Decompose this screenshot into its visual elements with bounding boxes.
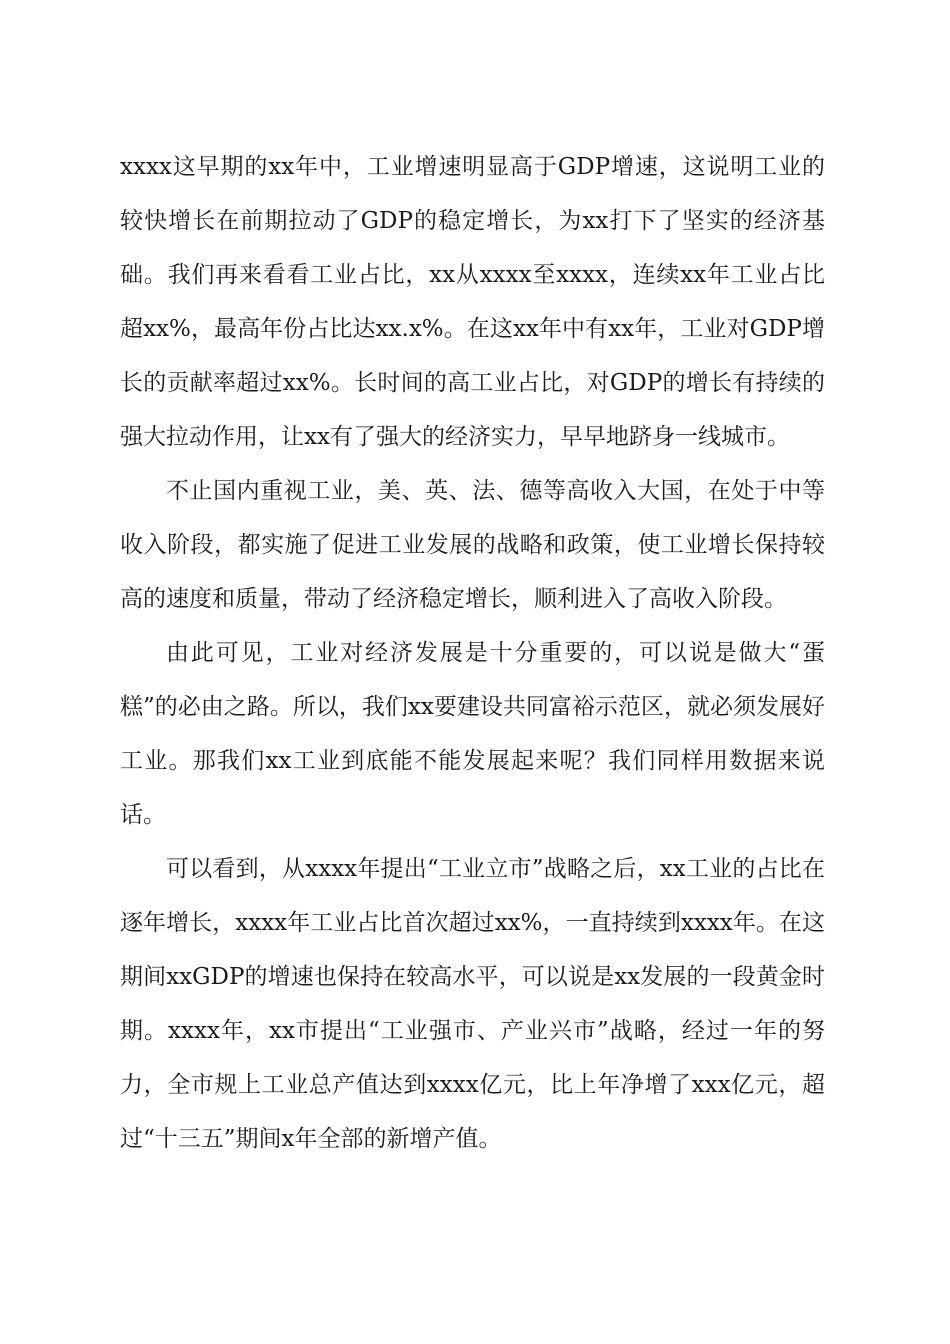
paragraph-1: xxxx这早期的xx年中，工业增速明显高于GDP增速，这说明工业的较快增长在前期拉动了GDP的稳定增长，为xx打下了坚实的经济基础。我们再来看看工业占比，xx从xxxx至xxxx，连续xx年工业占比超xx%，最高年份占比达xx.x%。在这xx年中有xx年，工业对GDP增长的贡献率超过xx%。长时间的高工业占比，对GDP的增长有持续的强大拉动作用，让xx有了强大的经济实力，早早地跻身一线城市。	[120, 154, 825, 450]
paragraph-3: 由此可见，工业对经济发展是十分重要的，可以说是做大“蛋糕”的必由之路。所以，我们xx要建设共同富裕示范区，就必须发展好工业。那我们xx工业到底能不能发展起来呢？我们同样用数据来说话。	[120, 640, 825, 828]
document-body	[120, 140, 825, 1166]
paragraph-4: 可以看到，从xxxx年提出“工业立市”战略之后，xx工业的占比在逐年增长，xxxx年工业占比首次超过xx%，一直持续到xxxx年。在这期间xxGDP的增速也保持在较高水平，可以说是xx发展的一段黄金时期。xxxx年，xx市提出“工业强市、产业兴市”战略，经过一年的努力，全市规上工业总产值达到xxxx亿元，比上年净增了xxx亿元，超过“十三五”期间x年全部的新增产值。	[120, 856, 826, 1152]
paragraph-2: 不止国内重视工业，美、英、法、德等高收入大国，在处于中等收入阶段，都实施了促进工业发展的战略和政策，使工业增长保持较高的速度和质量，带动了经济稳定增长，顺利进入了高收入阶段。	[120, 478, 825, 612]
